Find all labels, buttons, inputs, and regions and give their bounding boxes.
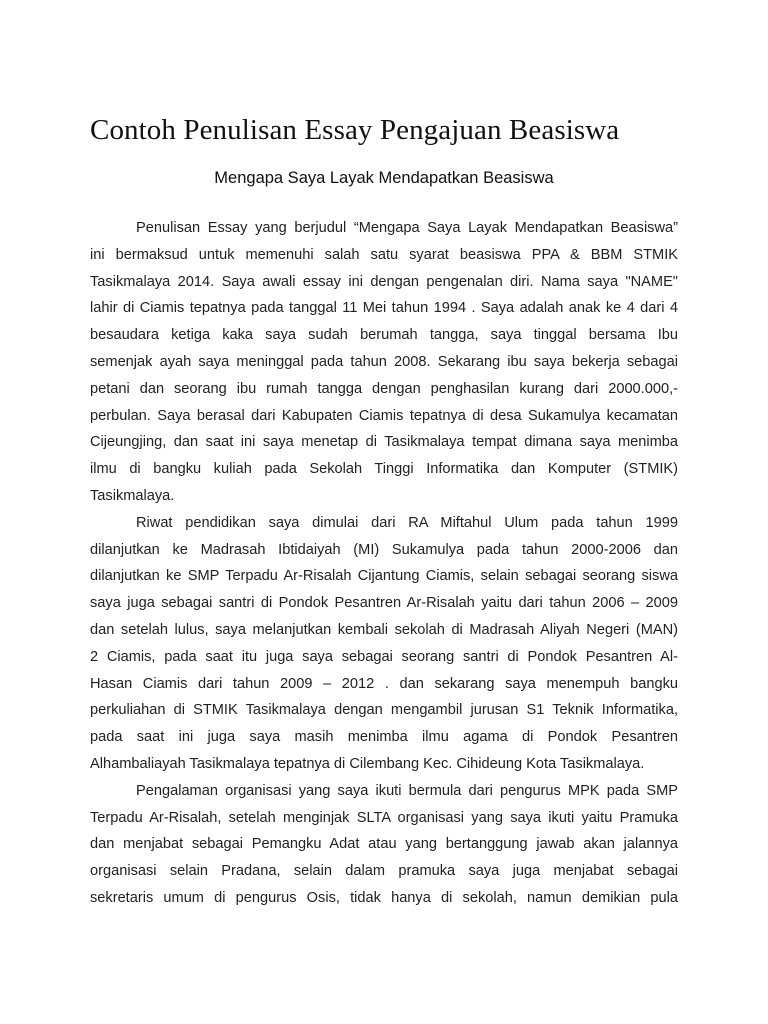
text-line: ilmu di bangku kuliah pada Sekolah Tinggi Informatika dan Komputer (STMIK) bbox=[90, 461, 678, 478]
text-line: lahir di Ciamis tepatnya pada tanggal 11 Mei tahun 1994 . Saya adalah anak ke 4 dari 4 bbox=[90, 300, 678, 317]
text-line: Cijeungjing, dan saat ini saya menetap di Tasikmalaya tempat dimana saya menimba bbox=[90, 434, 678, 451]
text-line: Terpadu Ar-Risalah, setelah menginjak SLTA organisasi yang saya ikuti yaitu Pramuka bbox=[90, 809, 678, 826]
document-title: Contoh Penulisan Essay Pengajuan Beasiswa bbox=[90, 114, 620, 146]
text-line: sekretaris umum di pengurus Osis, tidak hanya di sekolah, namun demikian pula bbox=[90, 889, 678, 906]
text-line: dan menjabat sebagai Pemangku Adat atau yang bertanggung jawab akan jalannya bbox=[90, 836, 678, 853]
text-line: perbulan. Saya berasal dari Kabupaten Ciamis tepatnya di desa Sukamulya kecamatan bbox=[90, 407, 678, 424]
text-line: Alhambaliayah Tasikmalaya tepatnya di Cilembang Kec. Cihideung Kota Tasikmalaya. bbox=[90, 755, 645, 772]
text-line: dilanjutkan ke Madrasah Ibtidaiyah (MI) Sukamulya pada tahun 2000-2006 dan bbox=[90, 541, 678, 558]
text-line: pada saat ini juga saya masih menimba ilmu agama di Pondok Pesantren bbox=[90, 729, 678, 746]
text-line: saya juga sebagai santri di Pondok Pesantren Ar-Risalah yaitu dari tahun 2006 – 2009 bbox=[90, 595, 678, 612]
text-line: petani dan seorang ibu rumah tangga dengan penghasilan kurang dari 2000.000,- bbox=[90, 380, 678, 397]
paragraph-2 bbox=[90, 510, 678, 778]
text-line: besaudara ketiga kaka saya sudah berumah tangga, saya tinggal bersama Ibu bbox=[90, 327, 678, 344]
document-subtitle: Mengapa Saya Layak Mendapatkan Beasiswa bbox=[214, 169, 554, 187]
text-line: organisasi selain Pradana, selain dalam pramuka saya juga menjabat sebagai bbox=[90, 863, 678, 880]
document-body bbox=[90, 215, 678, 912]
paragraph-1 bbox=[90, 215, 678, 510]
text-line: Tasikmalaya 2014. Saya awali essay ini dengan pengenalan diri. Nama saya "NAME" bbox=[90, 273, 678, 290]
text-line: Hasan Ciamis dari tahun 2009 – 2012 . dan sekarang saya menempuh bangku bbox=[90, 675, 678, 692]
text-line: dilanjutkan ke SMP Terpadu Ar-Risalah Cijantung Ciamis, selain sebagai seorang siswa bbox=[90, 568, 678, 585]
paragraph-3 bbox=[90, 778, 678, 912]
text-line: perkuliahan di STMIK Tasikmalaya dengan mengambil jurusan S1 Teknik Informatika, bbox=[90, 702, 678, 719]
text-line: 2 Ciamis, pada saat itu juga saya sebagai seorang santri di Pondok Pesantren Al- bbox=[90, 648, 678, 665]
text-line: ini bermaksud untuk memenuhi salah satu syarat beasiswa PPA & BBM STMIK bbox=[90, 246, 678, 263]
text-line: Tasikmalaya. bbox=[90, 487, 175, 504]
text-line: Pengalaman organisasi yang saya ikuti bermula dari pengurus MPK pada SMP bbox=[136, 782, 678, 799]
text-line: Penulisan Essay yang berjudul “Mengapa Saya Layak Mendapatkan Beasiswa” bbox=[136, 220, 678, 236]
text-line: Riwat pendidikan saya dimulai dari RA Miftahul Ulum pada tahun 1999 bbox=[136, 514, 678, 531]
text-line: semenjak ayah saya meninggal pada tahun 2008. Sekarang ibu saya bekerja sebagai bbox=[90, 353, 678, 370]
text-line: dan setelah lulus, saya melanjutkan kembali sekolah di Madrasah Aliyah Negeri (MAN) bbox=[90, 621, 678, 638]
